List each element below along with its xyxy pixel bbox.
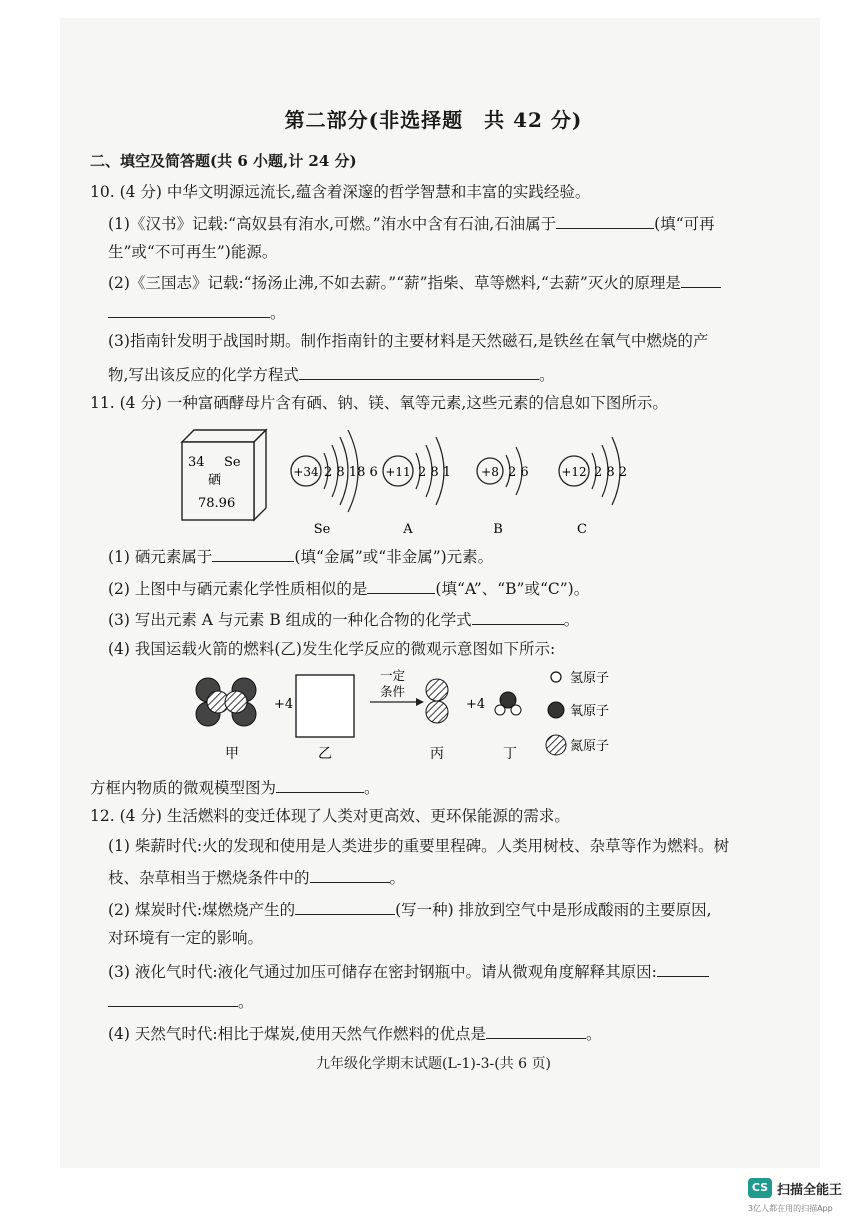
condition-top: 一定 xyxy=(380,668,406,683)
atomic-number: 34 xyxy=(188,455,205,470)
oxygen-atom-icon xyxy=(548,702,564,718)
answer-blank[interactable] xyxy=(108,990,238,1007)
q12-stem: 12. (4 分) 生活燃料的变迁体现了人类对更高效、更环保能源的需求。 xyxy=(90,807,570,825)
q10-part1-line2: 生”或“不可再生”)能源。 xyxy=(108,243,278,261)
answer-blank[interactable] xyxy=(108,301,270,318)
element-structure-figure xyxy=(170,420,650,540)
q10-stem: 10. (4 分) 中华文明源远流长,蕴含着深邃的哲学智慧和丰富的实践经验。 xyxy=(90,183,591,201)
nucleus-charge: +34 xyxy=(293,465,319,479)
q12-part3-line1: (3) 液化气时代:液化气通过加压可储存在密封钢瓶中。请从微观角度解释其原因: xyxy=(108,960,709,982)
atom-legend xyxy=(546,671,609,755)
electron-shells: 2 6 xyxy=(508,465,529,480)
answer-blank[interactable] xyxy=(681,271,721,288)
molecule-ding xyxy=(495,692,521,715)
answer-box-yi[interactable] xyxy=(296,675,354,737)
nucleus-charge: +12 xyxy=(561,465,587,479)
atom-label: A xyxy=(403,522,413,537)
atom-label: C xyxy=(577,522,587,537)
q11-stem: 11. (4 分) 一种富硒酵母片含有硒、钠、镁、氧等元素,这些元素的信息如下图所示。 xyxy=(90,394,668,412)
coefficient-2: +4 xyxy=(466,697,486,712)
page-footer: 九年级化学期末试题(L-1)-3-(共 6 页) xyxy=(316,1056,551,1072)
electron-shells: 2 8 18 6 xyxy=(324,465,378,480)
atom-diagram-se xyxy=(291,430,378,537)
camscanner-tagline: 3亿人都在用的扫描App xyxy=(748,1204,833,1213)
camscanner-name: 扫描全能王 xyxy=(777,1183,843,1198)
q12-part3-line2: 。 xyxy=(108,990,254,1012)
q10-part1-line1: (1)《汉书》记载:“高奴县有洧水,可燃。”洧水中含有石油,石油属于 (填“可再 xyxy=(108,212,715,234)
nitrogen-atom-icon xyxy=(546,735,566,755)
electron-shells: 2 8 2 xyxy=(594,465,628,480)
q12-part2-line2: 对环境有一定的影响。 xyxy=(108,929,264,947)
element-symbol: Se xyxy=(224,455,241,470)
q10-part2-line2: 。 xyxy=(108,301,286,323)
q12-part2-line1: (2) 煤炭时代:煤燃烧产生的 (写一种) 排放到空气中是形成酸雨的主要原因, xyxy=(108,898,712,920)
q10-part2-line1: (2)《三国志》记载:“扬汤止沸,不如去薪。”“薪”指柴、草等燃料,“去薪”灭火的原理是 xyxy=(108,271,721,293)
hydrogen-atom-icon xyxy=(551,672,561,682)
electron-shells: 2 8 1 xyxy=(418,465,452,480)
q10-part3-line1: (3)指南针发明于战国时期。制作指南针的主要材料是天然磁石,是铁丝在氧气中燃烧的产 xyxy=(108,332,709,350)
label-bing: 丙 xyxy=(430,746,444,762)
answer-blank[interactable] xyxy=(472,608,564,625)
camscanner-logo: CS xyxy=(748,1178,772,1198)
legend-hydrogen: 氢原子 xyxy=(570,671,610,686)
nucleus-charge: +8 xyxy=(481,465,499,479)
answer-blank[interactable] xyxy=(367,577,435,594)
answer-blank[interactable] xyxy=(486,1022,586,1039)
answer-blank[interactable] xyxy=(310,866,390,883)
molecule-jia xyxy=(196,678,256,726)
page-title: 第二部分(非选择题 共 42 分) xyxy=(284,108,583,132)
legend-nitrogen: 氮原子 xyxy=(570,739,610,754)
atom-diagram-b xyxy=(477,447,529,537)
condition-bottom: 条件 xyxy=(380,684,406,699)
q10-part3-line2: 物,写出该反应的化学方程式 。 xyxy=(108,363,554,385)
answer-blank[interactable] xyxy=(212,545,294,562)
atom-label: B xyxy=(493,522,503,537)
answer-blank[interactable] xyxy=(299,363,539,380)
legend-oxygen: 氧原子 xyxy=(570,704,610,719)
nucleus-charge: +11 xyxy=(385,465,411,479)
answer-blank[interactable] xyxy=(295,898,395,915)
coefficient-1: +4 xyxy=(274,697,294,712)
q11-part4: (4) 我国运载火箭的燃料(乙)发生化学反应的微观示意图如下所示: xyxy=(108,640,556,658)
label-jia: 甲 xyxy=(225,746,239,762)
element-cell xyxy=(182,430,266,520)
element-name: 硒 xyxy=(208,473,222,488)
q11-part4-answer: 方框内物质的微观模型图为 。 xyxy=(90,776,380,798)
atomic-mass: 78.96 xyxy=(198,496,236,511)
q11-part2: (2) 上图中与硒元素化学性质相似的是 (填“A”、“B”或“C”)。 xyxy=(108,577,589,599)
answer-blank[interactable] xyxy=(276,776,364,793)
q11-part1: (1) 硒元素属于 (填“金属”或“非金属”)元素。 xyxy=(108,545,493,567)
q12-part4: (4) 天然气时代:相比于煤炭,使用天然气作燃料的优点是 。 xyxy=(108,1022,602,1044)
q11-part3: (3) 写出元素 A 与元素 B 组成的一种化合物的化学式 。 xyxy=(108,608,579,630)
answer-blank[interactable] xyxy=(657,960,709,977)
label-yi: 乙 xyxy=(318,746,332,762)
atom-diagram-c xyxy=(559,437,627,537)
q12-part1-line2: 枝、杂草相当于燃烧条件中的 。 xyxy=(108,866,405,888)
molecule-bing xyxy=(426,679,448,723)
q12-part1-line1: (1) 柴薪时代:火的发现和使用是人类进步的重要里程碑。人类用树枝、杂草等作为燃料。树 xyxy=(108,837,730,855)
reaction-microscopic-diagram xyxy=(180,662,650,772)
atom-diagram-a xyxy=(383,437,451,537)
label-ding: 丁 xyxy=(503,746,517,762)
atom-label: Se xyxy=(313,522,331,537)
section-heading: 二、填空及简答题(共 6 小题,计 24 分) xyxy=(90,152,357,170)
answer-blank[interactable] xyxy=(556,212,654,229)
